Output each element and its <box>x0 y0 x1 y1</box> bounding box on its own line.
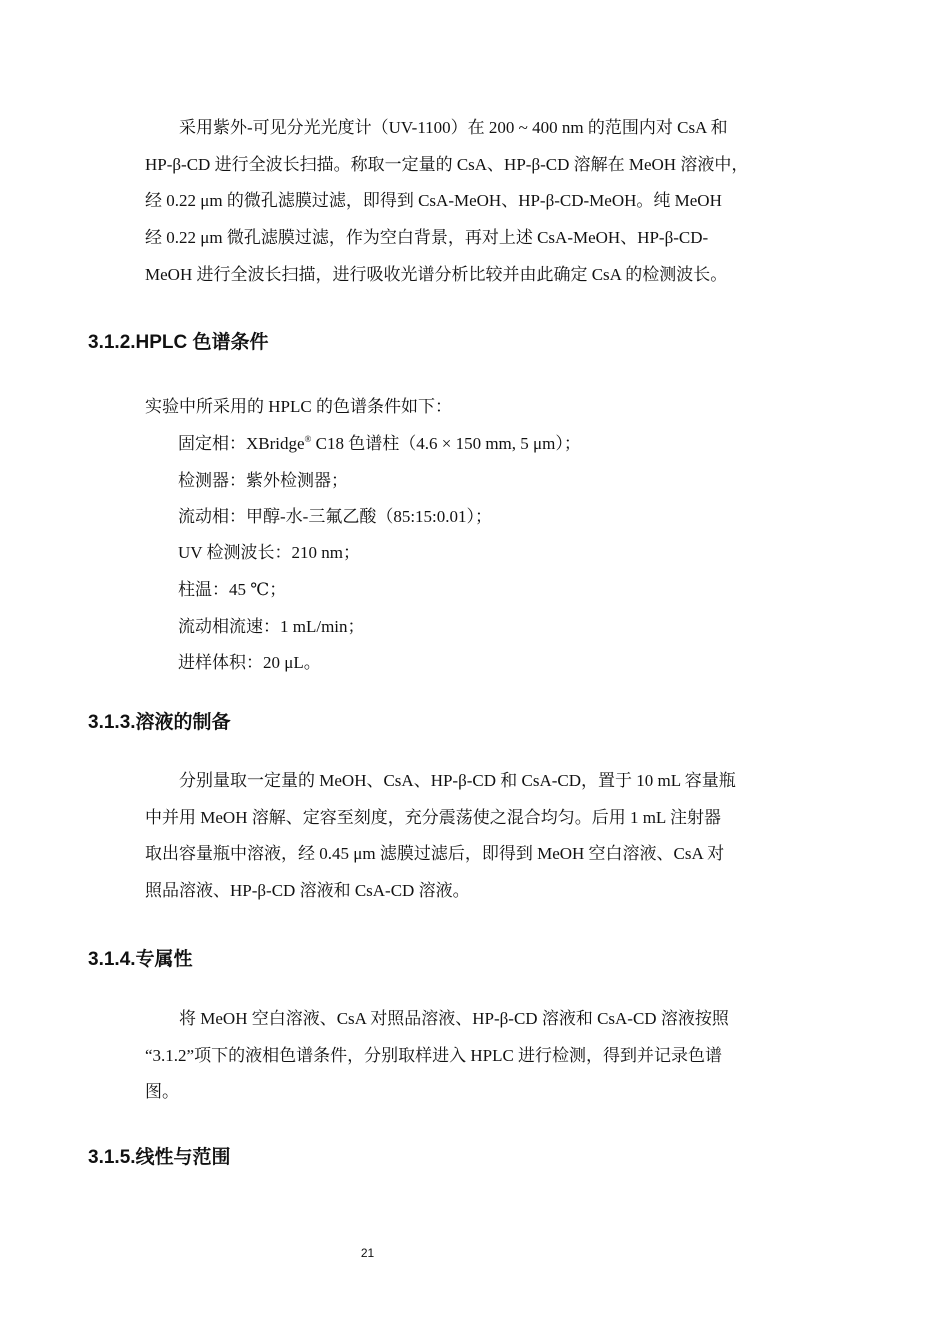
paragraph-line: 图。 <box>145 1082 179 1102</box>
solution-prep-paragraph <box>145 763 810 910</box>
paragraph-line: HP-β-CD 进行全波长扫描。称取一定量的 CsA、HP-β-CD 溶解在 MeOH 溶液中， <box>145 154 749 174</box>
paragraph-line: 将 MeOH 空白溶液、CsA 对照品溶液、HP-β-CD 溶液和 CsA-CD 溶液按照 <box>179 1009 729 1028</box>
paragraph-line: “3.1.2”项下的液相色谱条件，分别取样进入 HPLC 进行检测，得到并记录色谱 <box>145 1045 723 1065</box>
section-heading-312: 3.1.2.HPLC 色谱条件 <box>88 332 269 353</box>
section-heading-315: 3.1.5.线性与范围 <box>88 1147 231 1168</box>
condition-mobile-phase: 流动相：甲醇-水-三氟乙酸（85:15:0.01）； <box>178 507 493 526</box>
condition-column-temp: 柱温：45 ℃； <box>178 580 287 599</box>
conditions-intro: 实验中所采用的 HPLC 的色谱条件如下： <box>145 397 452 416</box>
paragraph-line: 分别量取一定量的 MeOH、CsA、HP-β-CD 和 CsA-CD，置于 10 mL 容量瓶 <box>179 771 736 790</box>
condition-injection-volume: 进样体积：20 μL。 <box>178 653 321 672</box>
condition-wavelength: UV 检测波长：210 nm； <box>178 543 360 562</box>
registered-mark: ® <box>304 434 312 444</box>
specificity-paragraph <box>145 1001 810 1111</box>
section-heading-313: 3.1.3.溶液的制备 <box>88 712 231 733</box>
paragraph-line: 经 0.22 μm 的微孔滤膜过滤，即得到 CsA-MeOH、HP-β-CD-MeOH。纯 MeOH <box>145 191 722 211</box>
condition-stationary-phase: 固定相：XBridge® C18 色谱柱（4.6 × 150 mm, 5 μm）； <box>178 434 581 453</box>
condition-flow-rate: 流动相流速：1 mL/min； <box>178 617 365 636</box>
page-number: 21 <box>360 1246 375 1260</box>
section-heading-314: 3.1.4.专属性 <box>88 949 193 970</box>
paragraph-line: MeOH 进行全波长扫描，进行吸收光谱分析比较并由此确定 CsA 的检测波长。 <box>145 264 728 284</box>
condition-detector: 检测器：紫外检测器； <box>178 471 348 490</box>
paragraph-line: 取出容量瓶中溶液，经 0.45 μm 滤膜过滤后，即得到 MeOH 空白溶液、CsA 对 <box>145 844 725 864</box>
paragraph-line: 中并用 MeOH 溶解、定容至刻度，充分震荡使之混合均匀。后用 1 mL 注射器 <box>145 807 721 827</box>
intro-paragraph <box>145 110 810 294</box>
paragraph-line: 照品溶液、HP-β-CD 溶液和 CsA-CD 溶液。 <box>145 881 470 901</box>
paragraph-line: 采用紫外-可见分光光度计（UV-1100）在 200 ~ 400 nm 的范围内对 CsA 和 <box>179 118 728 137</box>
paragraph-line: 经 0.22 μm 微孔滤膜过滤，作为空白背景，再对上述 CsA-MeOH、HP-β-CD- <box>145 228 709 248</box>
